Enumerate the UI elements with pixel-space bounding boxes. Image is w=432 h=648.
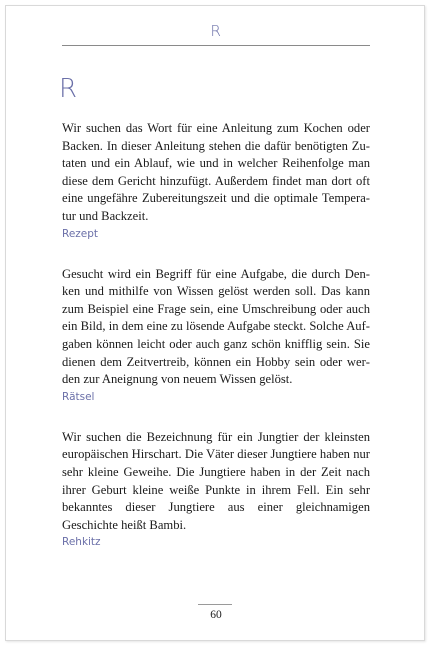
riddle-line: dienen dem Zeitvertreib, können ein Hobby sein oder wer (62, 354, 370, 369)
riddle-line: gaben können leicht oder auch ganz schön knifflig sein. Sie (62, 336, 370, 351)
section-letter: R (59, 74, 78, 104)
riddle-line: zum Beispiel eine Frage sein, eine Umschreibung oder auch (62, 301, 370, 316)
riddle-line: Backen. In dieser Anleitung stehen die dafür benötigten Zu (62, 138, 370, 153)
riddle-answer: Rehkitz (62, 536, 101, 549)
riddle-line: Wir suchen die Bezeichnung für ein Jungtier der kleinsten (62, 429, 370, 444)
riddle-line: tur und Backzeit. (62, 208, 149, 223)
riddle-entry (62, 429, 370, 550)
riddle-entry (62, 266, 370, 404)
running-head: R (210, 22, 222, 40)
riddle-line: diese dem Gericht hinzufügt. Außerdem findet man dort oft (62, 173, 370, 188)
header-divider (62, 45, 370, 46)
riddle-text (62, 429, 370, 535)
riddle-line: den zur Aneignung von neuem Wissen gelöst. (62, 372, 293, 387)
riddle-answer: Rezept (62, 227, 99, 240)
riddle-list (62, 120, 370, 574)
page-number: 60 (210, 609, 222, 621)
riddle-line: nur sehr kleine Geweihe. Die Jungtiere haben in der Zeit (62, 447, 370, 479)
riddle-line: ein Bild, in dem eine zu lösende Aufgabe steckt. Solche Auf (62, 319, 370, 334)
riddle-line: eine ungefähre Zubereitungszeit und die optimale Tempera (62, 191, 370, 206)
riddle-line: Wir suchen das Wort für eine Anleitung zum Kochen oder (62, 121, 370, 135)
riddle-line: Gesucht wird ein Begriff für eine Aufgabe, die durch Den (62, 266, 370, 281)
footer-divider (198, 604, 232, 605)
riddle-line: sehr bekanntes dieser Jungtiere aus einer gleichnamigen (62, 482, 371, 515)
riddle-line: europäischen Hirschart. Die Väter dieser Jungtiere haben (62, 447, 350, 462)
riddle-answer: Rätsel (62, 390, 95, 403)
riddle-line: ken und mithilfe von Wissen gelöst werden soll. Das kann (62, 284, 370, 299)
riddle-text (62, 266, 370, 389)
riddle-entry (62, 120, 370, 241)
riddle-line: Geschichte heißt Bambi. (62, 517, 187, 532)
riddle-line: taten und ein Ablauf, wie und in welcher Reihenfolge man (62, 156, 370, 171)
riddle-text (62, 120, 370, 226)
riddle-line: nach ihrer Geburt kleine weiße Punkte in ihrem Fell. Ein (62, 464, 370, 497)
